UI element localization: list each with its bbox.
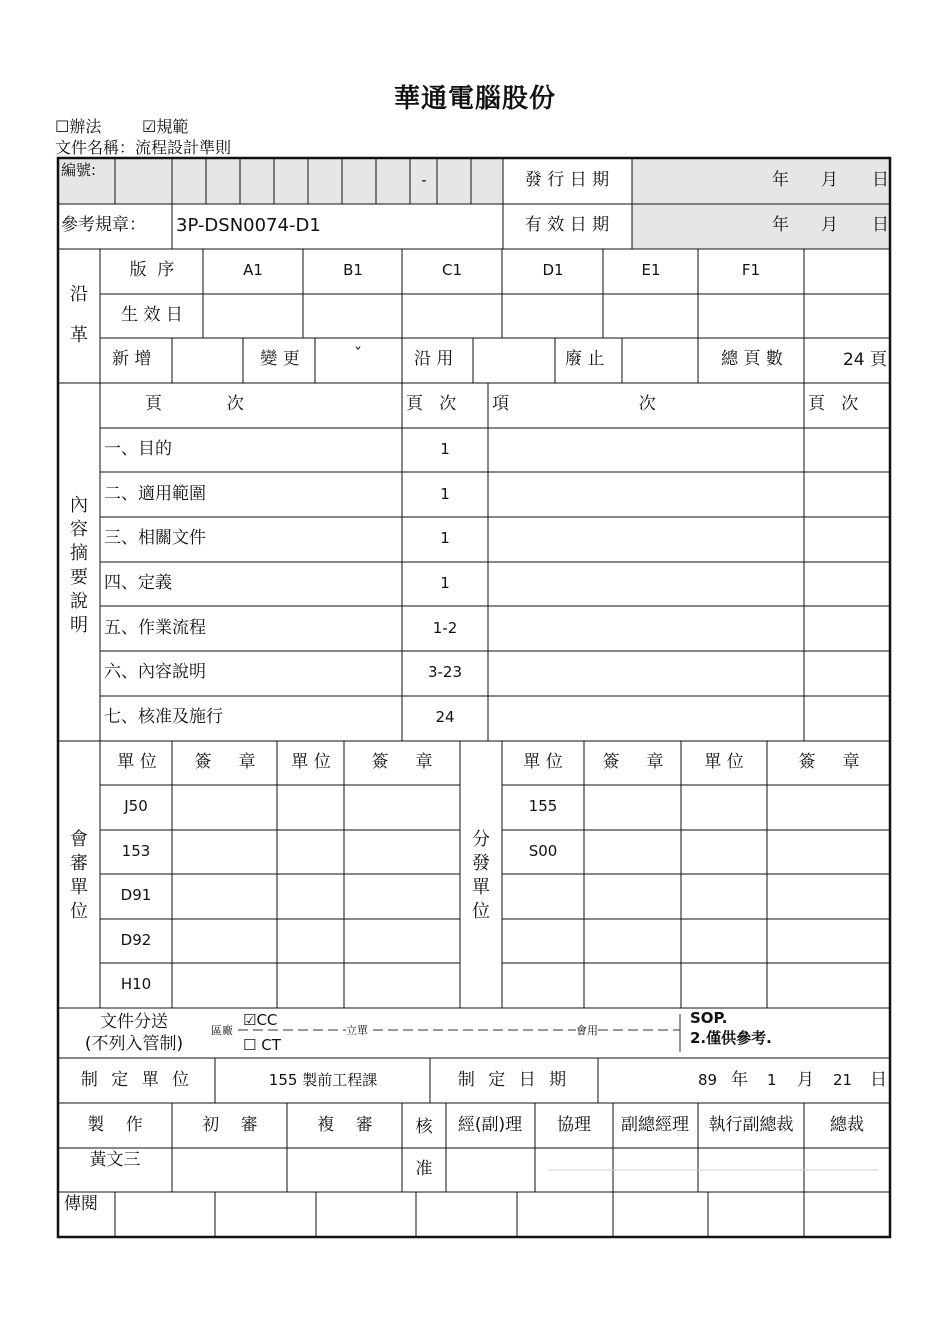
approval-assoc-label: 協理 (557, 1115, 591, 1135)
approval-approve-upper: 核 (415, 1117, 433, 1137)
history-side-2: 革 (70, 325, 88, 346)
total-pages-value: 24 頁 (842, 350, 887, 370)
review-side-3: 單 (70, 877, 88, 898)
version-e1: E1 (641, 261, 661, 279)
approval-maker-label: 製 作 (87, 1115, 143, 1135)
summary-side-2: 容 (70, 519, 88, 540)
summary-row-2-item: 二、適用範圍 (104, 484, 206, 504)
code-dash: - (421, 171, 427, 189)
dist-side-2: 發 (472, 853, 490, 874)
make-date-year-unit: 年 (731, 1070, 748, 1090)
summary-header-page2: 頁 次 (808, 394, 859, 414)
approval-approve-lower: 准 (415, 1159, 433, 1179)
summary-side-4: 要 (70, 567, 88, 588)
summary-row-7-item: 七、核准及施行 (104, 707, 223, 727)
dispatch-cc: ☑CC (243, 1011, 278, 1029)
summary-row-4-page: 1 (440, 574, 450, 592)
total-pages-label: 總 頁 數 (721, 349, 783, 369)
summary-row-3-page: 1 (440, 529, 450, 547)
summary-row-4-item: 四、定義 (104, 573, 172, 593)
summary-side-6: 明 (70, 615, 88, 636)
version-d1: D1 (542, 261, 564, 279)
version-f1: F1 (741, 261, 761, 279)
issue-date-label: 發 行 日 期 (524, 170, 610, 190)
dispatch-ct: ☐ CT (243, 1036, 281, 1054)
ref-rule-label: 參考規章： (61, 215, 146, 235)
dist-unit-s00: S00 (528, 842, 558, 860)
ref-rule-value: 3P-DSN0074-D1 (176, 215, 321, 236)
summary-header-item2: 項 次 (492, 394, 656, 414)
valid-month: 月 (821, 215, 838, 235)
approval-maker-name: 黃文三 (89, 1150, 141, 1170)
approval-manager-label: 經(副)理 (457, 1115, 523, 1135)
dist-side-3: 單 (472, 877, 490, 898)
company-title: 華通電腦股份 (393, 84, 556, 114)
review-unit-header-1: 單 位 (117, 752, 157, 772)
dispatch-label: 文件分送 (100, 1012, 168, 1032)
review-sign-header-3: 簽 章 (602, 752, 664, 772)
make-date-day: 21 (833, 1071, 853, 1089)
dispatch-small-2: 立單 (346, 1024, 368, 1037)
history-side-1: 沿 (70, 284, 88, 305)
change-mark: ˇ (353, 345, 363, 365)
review-sign-header-1: 簽 章 (194, 752, 256, 772)
make-unit-value: 155 製前工程課 (268, 1071, 378, 1089)
valid-year: 年 (772, 215, 789, 235)
dispatch-small-3: 會用 (576, 1024, 598, 1037)
effective-label: 生 效 日 (121, 305, 183, 325)
valid-date-label: 有 效 日 期 (524, 215, 610, 235)
summary-header-item: 頁 次 (145, 394, 244, 414)
version-a1: A1 (243, 261, 263, 279)
reuse-label: 沿 用 (414, 349, 454, 369)
dispatch-note: (不列入管制) (84, 1034, 184, 1054)
review-unit-j50: J50 (124, 797, 148, 815)
make-unit-label: 制 定 單 位 (80, 1070, 194, 1090)
summary-row-1-page: 1 (440, 440, 450, 458)
summary-row-5-page: 1-2 (432, 619, 458, 637)
doc-type-method: ☐辦法 (55, 117, 102, 136)
version-b1: B1 (343, 261, 363, 279)
dist-unit-155: 155 (528, 797, 558, 815)
summary-header-page: 頁 次 (406, 394, 457, 414)
summary-row-5-item: 五、作業流程 (104, 618, 206, 638)
summary-row-1-item: 一、目的 (104, 439, 172, 459)
dispatch-small-1: 區廠 (211, 1024, 233, 1037)
valid-day: 日 (872, 215, 889, 235)
doc-type-spec: ☑規範 (142, 117, 189, 136)
make-date-month-unit: 月 (797, 1070, 814, 1090)
summary-row-3-item: 三、相關文件 (104, 528, 206, 548)
review-side-1: 會 (70, 829, 88, 850)
summary-row-2-page: 1 (440, 485, 450, 503)
summary-side-1: 內 (70, 495, 88, 516)
approval-vgm-label: 副總經理 (621, 1115, 689, 1135)
review-side-4: 位 (70, 901, 88, 922)
review-unit-header-3: 單 位 (523, 752, 563, 772)
summary-side-3: 摘 (70, 543, 88, 564)
review-unit-d91: D91 (120, 886, 152, 904)
version-c1: C1 (441, 261, 463, 279)
dispatch-reference-note: 2.僅供參考. (690, 1029, 772, 1047)
dispatch-sop: SOP. (690, 1009, 728, 1027)
dist-side-4: 位 (472, 901, 490, 922)
issue-year: 年 (772, 170, 789, 190)
summary-row-7-page: 24 (435, 708, 455, 726)
review-side-2: 審 (70, 853, 88, 874)
review-sign-header-2: 簽 章 (371, 752, 433, 772)
issue-day: 日 (872, 170, 889, 190)
dist-side-1: 分 (472, 829, 490, 850)
abolish-label: 廢 止 (565, 349, 605, 369)
approval-president-label: 總裁 (830, 1115, 864, 1135)
make-date-day-unit: 日 (870, 1070, 887, 1090)
circulate-label: 傳閱 (64, 1194, 98, 1214)
review-unit-header-2: 單 位 (291, 752, 331, 772)
summary-row-6-item: 六、內容說明 (104, 662, 206, 682)
make-date-label: 制 定 日 期 (457, 1070, 571, 1090)
summary-row-6-page: 3-23 (427, 663, 463, 681)
add-label: 新 增 (112, 349, 152, 369)
approval-evp-label: 執行副總裁 (708, 1115, 794, 1135)
summary-side-5: 說 (70, 591, 88, 612)
version-label: 版 序 (129, 260, 175, 280)
approval-first-review-label: 初 審 (202, 1115, 258, 1135)
make-date-year: 89 (698, 1071, 718, 1089)
change-label: 變 更 (260, 349, 300, 369)
code-label: 編號: (61, 161, 97, 179)
review-unit-d92: D92 (120, 931, 152, 949)
issue-month: 月 (821, 170, 838, 190)
review-sign-header-4: 簽 章 (798, 752, 860, 772)
doc-name: 文件名稱：流程設計準則 (55, 138, 232, 157)
review-unit-h10: H10 (120, 975, 152, 993)
review-unit-header-4: 單 位 (704, 752, 744, 772)
review-unit-153: 153 (121, 842, 151, 860)
approval-second-review-label: 複 審 (317, 1115, 373, 1135)
make-date-month: 1 (767, 1071, 777, 1089)
